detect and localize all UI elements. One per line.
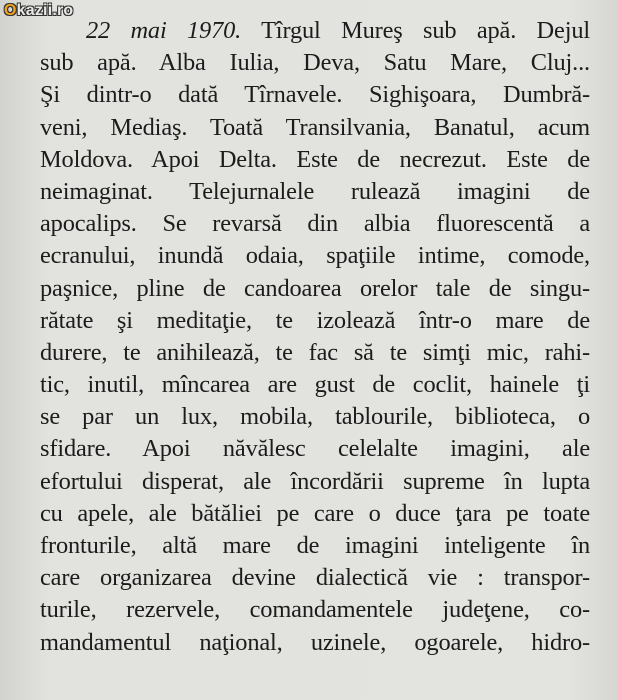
text-line: efortului disperat, ale încordării supreme în lupta	[40, 467, 590, 495]
text-line: sub apă. Alba Iulia, Deva, Satu Mare, Cluj...	[40, 49, 590, 77]
watermark-text: kazii.ro	[16, 2, 74, 19]
text-line: durere, te anihilează, te fac să te simţi mic, rahi-	[40, 338, 590, 366]
text-line: Şi dintr-o dată Tîrnavele. Sighişoara, Dumbră-	[40, 81, 590, 109]
watermark-o: O	[4, 2, 17, 19]
text-line: tic, inutil, mîncarea are gust de coclit, hainele ţi	[40, 371, 590, 399]
text-line: neimaginat. Telejurnalele rulează imagini de	[40, 177, 590, 205]
text-line: apocalips. Se revarsă din albia fluorescentă a	[40, 210, 590, 238]
text-line-content: Tîrgul Mureş sub apă. Dejul	[241, 17, 590, 44]
text-line: paşnice, pline de candoarea orelor tale de singu-	[40, 274, 590, 302]
text-line: care organizarea devine dialectică vie : transpor-	[40, 564, 590, 592]
text-line: cu apele, ale bătăliei pe care o duce ţara pe toate	[40, 499, 590, 527]
body-text	[40, 15, 590, 659]
text-line: sfidare. Apoi năvălesc celelalte imagini, ale	[40, 435, 590, 463]
text-line: fronturile, altă mare de imagini inteligente în	[40, 532, 590, 559]
text-line: turile, rezervele, comandamentele judeţene, co-	[40, 596, 590, 624]
text-line: ecranului, inundă odaia, spaţiile intime, comode,	[40, 242, 590, 270]
text-line: mandamentul naţional, uzinele, ogoarele, hidro-	[40, 628, 590, 656]
text-line: Moldova. Apoi Delta. Este de necrezut. Este de	[40, 145, 590, 173]
date-italic: 22 mai 1970.	[86, 17, 242, 44]
text-line: veni, Mediaş. Toată Transilvania, Banatul, acum	[40, 113, 590, 141]
text-line: se par un lux, mobila, tablourile, biblioteca, o	[40, 403, 590, 431]
text-line	[40, 15, 590, 47]
text-line: rătate şi meditaţie, te izolează într-o mare de	[40, 306, 590, 334]
